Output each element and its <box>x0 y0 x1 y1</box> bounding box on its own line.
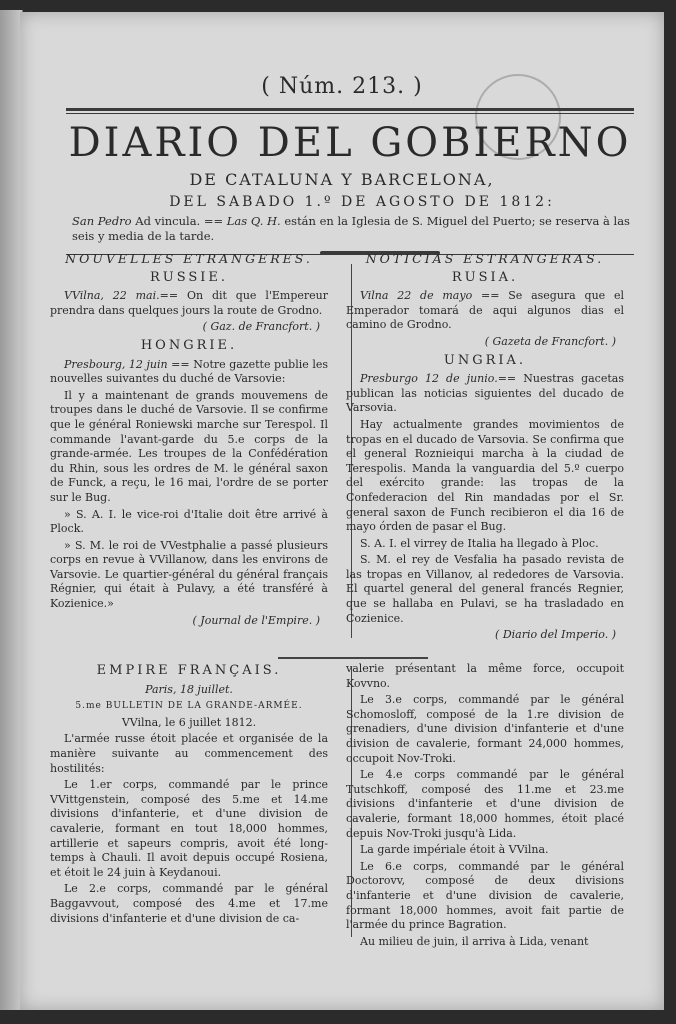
article-paragraph: Le 2.e corps, commandé par le général Baggavvout, composé des 4.me et 17.me divisions d'infanterie et d'une division de ca- <box>50 882 328 925</box>
masthead-title: DIARIO DEL GOBIERNO <box>68 120 632 166</box>
saint-text-1: Ad vincula. == <box>131 214 227 228</box>
paragraph-text: == Notre gazette publie les nouvelles suivantes du duché de Varsovie: <box>50 357 328 386</box>
right-column <box>346 252 624 647</box>
saint-name: San Pedro <box>72 214 132 228</box>
section-heading-es: NOTICIAS ESTRANGERAS. <box>365 251 605 266</box>
lower-left-column <box>50 662 328 928</box>
article-paragraph: Le 3.e corps, commandé par le général Schomosloff, composé de la 1.re division de grenadiers, d'une division d'infanterie et d'une division de cavalerie, formant 24,000 hommes, occupoit Nov-Troki. <box>346 693 624 765</box>
article-paragraph: Le 1.er corps, commandé par le prince VVittgenstein, composé des 5.me et 14.me divisions d'infanterie, et d'une division de cavalerie, formant en tout 18,000 hommes, artillerie et sapeurs compris, avoit été long-temps à Chauli. Il avoit depuis occupé Rosiena, et étoit le 24 juin à Keydanoui. <box>50 778 328 879</box>
article-paragraph: Le 4.e corps commandé par le général Tutschkoff, composé des 11.me et 23.me divisions d'infanterie et d'une division de cavalerie, formant 18,000 hommes, étoit placé depuis Nov-Troki jusqu'à Lida. <box>346 768 624 840</box>
source-credit: ( Diario del Imperio. ) <box>495 628 616 642</box>
dateline-presburgo: Presburgo 12 de junio. <box>360 372 498 386</box>
section-divider <box>278 657 428 659</box>
article-paragraph: Hay actualmente grandes movimientos de tropas en el ducado de Varsovia. Se confirma que el general Roznieiqui marcha à la ciudad de Terespolis. Manda la vanguardia del 5.º cuerpo del exército grande: las tropas de la Confederacion del Rin mandadas por el Sr. general saxon de Funch recibieron el dia 16 de mayo órden de pasar el Bug. <box>346 417 624 534</box>
article-paragraph: valerie présentant la même force, occupoit Kovvno. <box>346 662 624 690</box>
article-paragraph: L'armée russe étoit placée et organisée de la manière suivante au commencement des hostilités: <box>50 732 328 775</box>
saint-qh: Las Q. H. <box>226 214 281 228</box>
heading-rusia: RUSIA. <box>451 269 519 285</box>
article-paragraph: Le 6.e corps, commandé par le général Doctorovv, composé de deux divisions d'infanterie et d'une division de cavalerie, formant 18,000 hommes, avoit fait partie de l'armée du prince Bagration. <box>346 859 624 932</box>
lower-right-column <box>346 662 624 951</box>
masthead-subtitle: DE CATALUNA Y BARCELONA, <box>189 170 495 189</box>
header-rule <box>66 108 634 111</box>
article-paragraph <box>50 289 328 318</box>
paragraph-text: == Se asegura que el Emperador tomará de aqui algunos dias el camino de Grodno. <box>346 289 624 332</box>
source-credit: ( Journal de l'Empire. ) <box>192 613 320 627</box>
source-credit: ( Gazeta de Francfort. ) <box>484 334 616 348</box>
article-paragraph <box>50 358 328 387</box>
heading-empire-francais: EMPIRE FRANÇAIS. <box>96 663 282 678</box>
left-column <box>50 252 328 632</box>
article-paragraph: Au milieu de juin, il arriva à Lida, venant <box>360 934 589 948</box>
paragraph-text: == On dit que l'Empereur prendra dans quelques jours la route de Grodno. <box>50 289 328 317</box>
article-paragraph: » S. A. I. le vice-roi d'Italie doit être arrivé à Plock. <box>50 507 328 536</box>
paragraph-text: == Nuestras gacetas publican las noticias siguientes del ducado de Varsovia. <box>346 372 624 415</box>
bulletin-place: VVilna, le 6 juillet 1812. <box>121 715 257 729</box>
header-rule-thin <box>66 113 634 114</box>
article-paragraph: Il y a maintenant de grands mouvemens de troupes dans le duché de Varsovie. Il se confirme que le général Roniewski marche sur Terespol. Il commande l'avant-garde du 5.e corps de la grande-armée. Les troupes de la Confédération du Rhin, sous les ordres de M. le général saxon de Funck, a reçu, le 16 mai, l'ordre de se porter sur le Bug. <box>50 388 328 504</box>
article-paragraph <box>346 372 624 416</box>
article-paragraph: S. M. el rey de Vesfalia ha pasado revista de las tropas en Villanov, al rededores de Varsovia. El quartel general del general francés Regnier, que se hallaba en Pulavi, se ha trasladado en Cozienice. <box>346 553 624 625</box>
source-credit: ( Gaz. de Francfort. ) <box>202 320 320 334</box>
section-heading-fr: NOUVELLES ETRANGERES. <box>65 251 313 266</box>
dateline-vilna-fr: VVilna, 22 mai. <box>64 289 160 303</box>
heading-hongrie: HONGRIE. <box>140 337 238 353</box>
bulletin-title: 5.me BULLETIN DE LA GRANDE-ARMÉE. <box>75 701 303 712</box>
issue-number: ( Núm. 213. ) <box>261 74 423 99</box>
dateline-paris: Paris, 18 juillet. <box>145 682 233 696</box>
saint-of-day <box>72 214 630 244</box>
article-paragraph: » S. M. le roi de VVestphalie a passé plusieurs corps en revue à VVillanow, dans les environs de Varsovie. Le quartier-général du général français Régnier, qui était à Pulavy, a été transféré à Kozienice.» <box>50 538 328 611</box>
article-paragraph: La garde impériale étoit à VVilna. <box>360 843 549 857</box>
heading-russie: RUSSIE. <box>149 269 229 285</box>
dateline-vilna-es: Vilna 22 de mayo <box>360 289 473 303</box>
heading-ungria: UNGRIA. <box>443 352 527 368</box>
saint-text-2: están en la Iglesia de S. Miguel del Puerto; se reserva à las seis y media de la tarde. <box>72 214 630 243</box>
article-paragraph: S. A. I. el virrey de Italia ha llegado à Ploc. <box>360 536 599 550</box>
newspaper-page <box>20 12 664 1010</box>
dateline-presbourg: Presbourg, 12 juin <box>64 357 168 371</box>
issue-dateline: DEL SABADO 1.º DE AGOSTO DE 1812: <box>169 194 555 210</box>
article-paragraph <box>346 289 624 333</box>
